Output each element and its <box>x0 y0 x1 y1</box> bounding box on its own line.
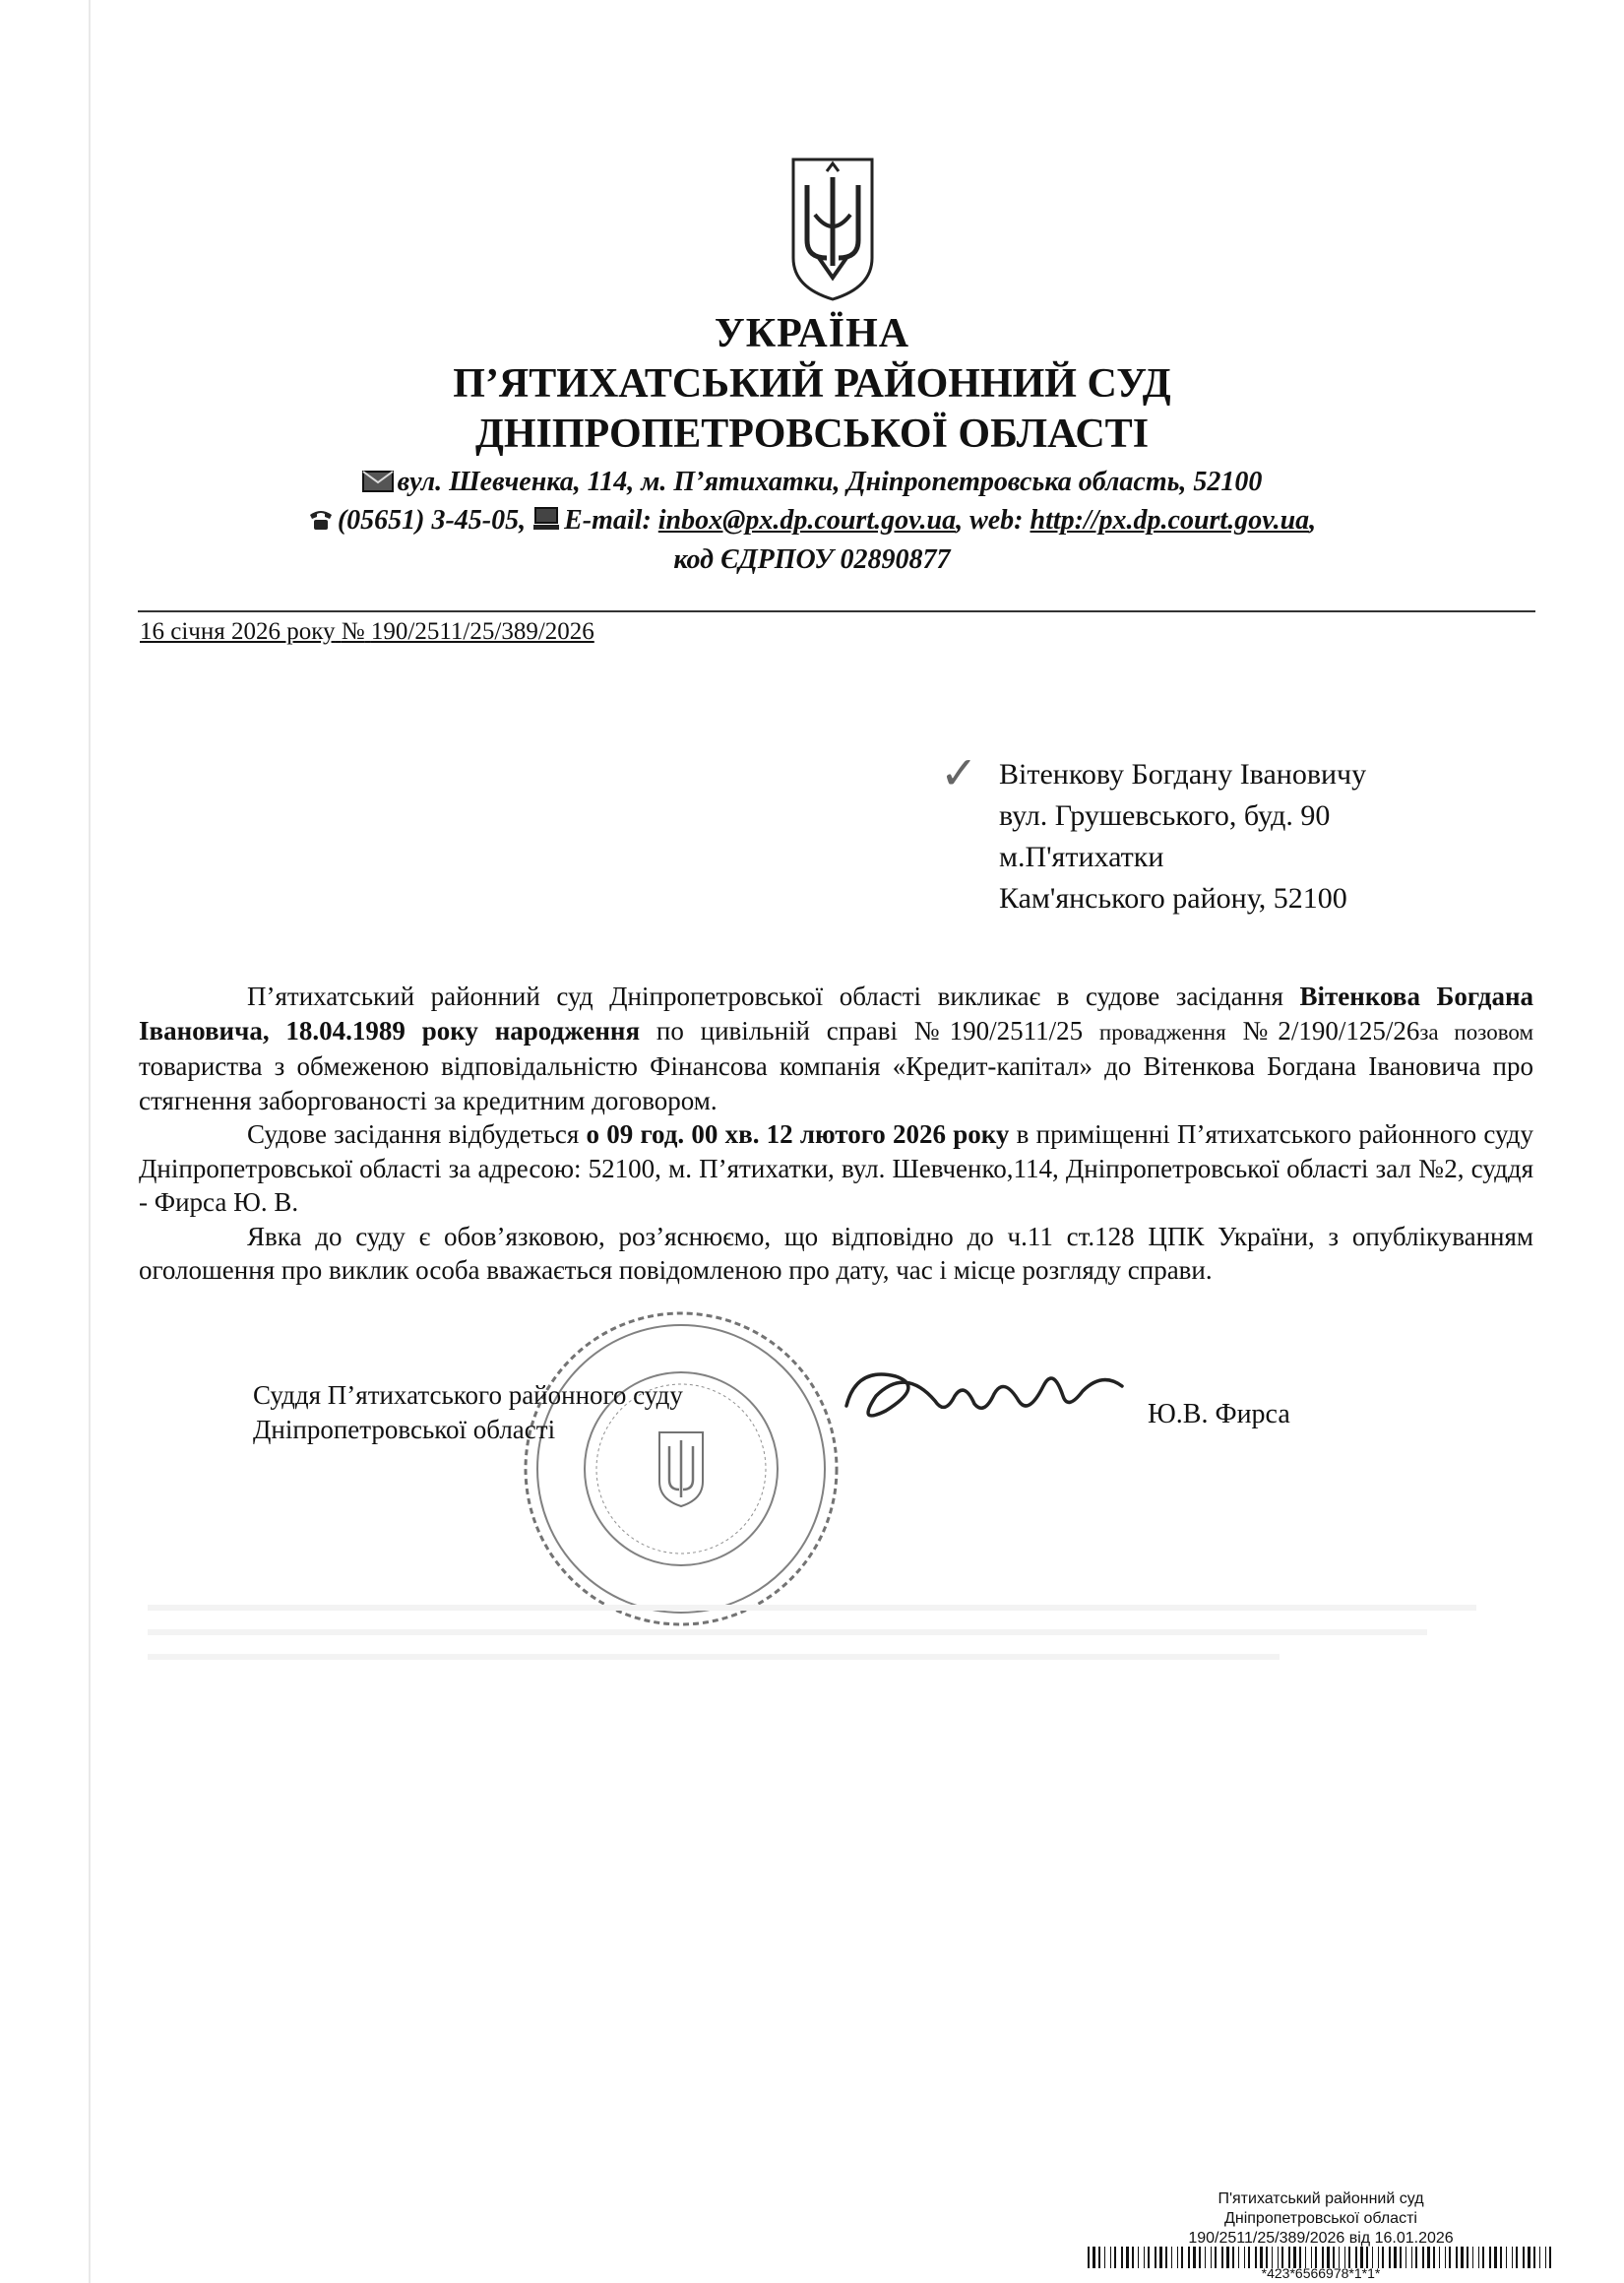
web-link[interactable]: http://px.dp.court.gov.ua <box>1030 505 1310 536</box>
paragraph-summons <box>139 980 1533 1117</box>
footer-region: Дніпропетровської області <box>1224 2210 1417 2227</box>
defendant-name: Вітенкова Богдана Івановича, 18.04.1989 року народження <box>139 982 1534 1046</box>
web-label: , web: <box>956 505 1024 536</box>
addressee-street: вул. Грушевського, буд. 90 <box>999 799 1331 832</box>
p1-text-g: товариства з обмеженою відповідальністю Фінансова компанія «Кредит-капітал» до Вітенкова Богдана Івановича про стягнення заборгованості за кредитним договором. <box>139 1051 1533 1115</box>
barcode-bar <box>1088 2247 1090 2268</box>
p1-text-a: П’ятихатський районний суд Дніпропетровської області викликає в судове засідання <box>247 982 1300 1011</box>
phone-number: (05651) 3-45-05, <box>337 505 527 536</box>
barcode-text: *423*6566978*1*1* <box>1261 2265 1381 2281</box>
edrpou-code: код ЄДРПОУ 02890877 <box>673 544 951 575</box>
court-address <box>0 467 1624 498</box>
checkmark-icon: ✓ <box>940 746 978 799</box>
paragraph-attendance: Явка до суду є обов’язковою, роз’яснюємо, що відповідно до ч.11 ст.128 ЦПК України, з опублікуванням оголошення про виклик особа вважається повідомленою про дату, час і місце розгляду справи. <box>139 1221 1533 1285</box>
registration-date: 16 січня 2026 року <box>140 618 336 645</box>
paragraph-hearing <box>139 1117 1533 1220</box>
signatory-name: Ю.В. Фирса <box>1148 1399 1290 1429</box>
bleed-through-line <box>148 1605 1476 1611</box>
p1-proceeding-number: №2/190/125/26 <box>1225 1015 1420 1046</box>
footer-registration: 190/2511/25/389/2026 від 16.01.2026 <box>1188 2230 1454 2247</box>
summons-body <box>139 980 1533 1288</box>
bleed-through-line <box>148 1654 1280 1660</box>
address-text: вул. Шевченка, 114, м. П’ятихатки, Дніпропетровська область, 52100 <box>397 467 1263 497</box>
email-link[interactable]: inbox@px.dp.court.gov.ua <box>657 505 957 536</box>
document-footer <box>1094 2189 1547 2249</box>
trident-emblem-icon <box>787 156 878 303</box>
registration-sign: № <box>341 618 365 645</box>
web-tail: , <box>1309 505 1317 536</box>
region-heading: ДНІПРОПЕТРОВСЬКОЇ ОБЛАСТІ <box>474 412 1150 457</box>
p1-by-claim: за позовом <box>1419 1019 1534 1045</box>
signatory-title-line1: Суддя П’ятихатського районного суду <box>253 1380 683 1410</box>
addressee-name: Вітенкову Богдану Івановичу <box>999 758 1367 791</box>
court-heading: П’ЯТИХАТСЬКИЙ РАЙОННИЙ СУД <box>453 361 1171 407</box>
barcode-bar <box>1549 2247 1551 2268</box>
footer-court: П'ятихатський районний суд <box>1218 2190 1424 2207</box>
addressee-district: Кам'янського району, 52100 <box>999 882 1347 915</box>
handwritten-signature <box>837 1357 1132 1435</box>
signatory-title-line2: Дніпропетровської області <box>253 1415 556 1444</box>
addressee-city: м.П'ятихатки <box>999 841 1164 873</box>
court-contacts <box>0 505 1624 537</box>
computer-icon <box>532 507 560 531</box>
p2-text-c: в приміщенні П’ятихатського районного суду Дніпропетровської області за адресою: 52100, м. П’ятихатки, вул. Шевченко,114, Дніпропетровської області зал №2, суддя - Фирса Ю. В. <box>139 1119 1533 1217</box>
p1-text-c: по цивільній справі №190/2511/25 <box>640 1015 1099 1046</box>
phone-icon <box>308 509 334 531</box>
email-label: E-mail: <box>564 505 652 536</box>
registration-line <box>140 618 594 646</box>
hearing-datetime: о 09 год. 00 хв. 12 лютого 2026 року <box>586 1119 1010 1149</box>
addressee-block <box>999 754 1366 920</box>
envelope-icon <box>362 471 394 492</box>
registration-number: 190/2511/25/389/2026 <box>370 618 594 645</box>
signatory-title <box>253 1378 683 1447</box>
bleed-through-line <box>148 1629 1427 1635</box>
court-stamp <box>512 1304 851 1634</box>
p1-proceeding: провадження <box>1098 1019 1226 1045</box>
p2-text-a: Судове засідання відбудеться <box>247 1119 587 1149</box>
country-heading: УКРАЇНА <box>714 311 910 356</box>
header-divider <box>138 610 1535 612</box>
